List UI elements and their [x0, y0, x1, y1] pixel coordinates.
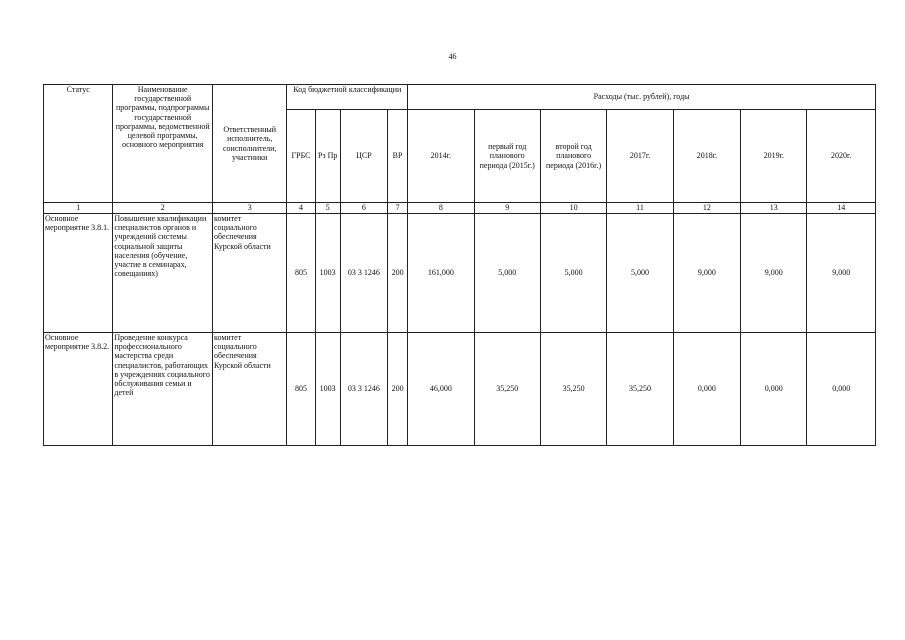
cell-vr: 200: [388, 214, 408, 333]
cell-2019: 9,000: [741, 214, 807, 333]
page-number: 46: [448, 52, 457, 61]
cell-rzpr: 1003: [315, 333, 340, 446]
cell-2015: 5,000: [474, 214, 540, 333]
cell-2017: 5,000: [607, 214, 673, 333]
cell-name: Повышение квалификации специалистов органов и учреждений системы социальной защиты населения (обучение, участие в семинарах, совещаниях): [113, 214, 213, 333]
table-row: [44, 333, 876, 446]
cell-vr: 200: [388, 333, 408, 446]
column-number: 7: [388, 203, 408, 214]
cell-status: Основное мероприятие 3.8.1.: [44, 214, 113, 333]
cell-grbs: 805: [287, 214, 315, 333]
header-2015: первый год планового периода (2015г.): [474, 110, 540, 203]
cell-2017: 35,250: [607, 333, 673, 446]
cell-2016: 35,250: [540, 333, 606, 446]
cell-executor: комитет социального обеспечения Курской области: [212, 214, 286, 333]
header-grbs: ГРБС: [287, 110, 315, 203]
header-2017: 2017г.: [607, 110, 673, 203]
header-csr: ЦСР: [340, 110, 387, 203]
cell-2016: 5,000: [540, 214, 606, 333]
column-number: 4: [287, 203, 315, 214]
column-number: 13: [741, 203, 807, 214]
column-number: 3: [212, 203, 286, 214]
cell-2014: 46,000: [408, 333, 474, 446]
header-2016: второй год планового периода (2016г.): [540, 110, 606, 203]
header-rzpr: Рз Пр: [315, 110, 340, 203]
header-expenses: Расходы (тыс. рублей), годы: [408, 85, 876, 110]
budget-table: [43, 84, 876, 446]
header-row-top: [44, 85, 876, 110]
cell-grbs: 805: [287, 333, 315, 446]
cell-2018: 9,000: [673, 214, 740, 333]
cell-csr: 03 3 1246: [340, 333, 387, 446]
cell-2020: 0,000: [807, 333, 876, 446]
cell-2015: 35,250: [474, 333, 540, 446]
column-number: 2: [113, 203, 213, 214]
cell-2020: 9,000: [807, 214, 876, 333]
table-row: [44, 214, 876, 333]
header-vr: ВР: [388, 110, 408, 203]
column-number: 10: [540, 203, 606, 214]
header-2019: 2019г.: [741, 110, 807, 203]
header-2020: 2020г.: [807, 110, 876, 203]
column-number: 6: [340, 203, 387, 214]
cell-csr: 03 3 1246: [340, 214, 387, 333]
header-status: Статус: [44, 85, 113, 203]
cell-rzpr: 1003: [315, 214, 340, 333]
cell-2018: 0,000: [673, 333, 740, 446]
cell-status: Основное мероприятие 3.8.2.: [44, 333, 113, 446]
header-budget-code: Код бюджетной классификации: [287, 85, 408, 110]
column-number: 1: [44, 203, 113, 214]
header-name: Наименование государственной программы, подпрограммы государственной программы, ведомственной целевой программы, основного мероприятия: [113, 85, 213, 203]
cell-name: Проведение конкурса профессионального мастерства среди специалистов, работающих в учреждениях социального обслуживания семьи и детей: [113, 333, 213, 446]
column-number: 5: [315, 203, 340, 214]
column-number: 12: [673, 203, 740, 214]
column-number-row: [44, 203, 876, 214]
column-number: 9: [474, 203, 540, 214]
header-2018: 2018г.: [673, 110, 740, 203]
column-number: 8: [408, 203, 474, 214]
column-number: 14: [807, 203, 876, 214]
cell-2019: 0,000: [741, 333, 807, 446]
header-2014: 2014г.: [408, 110, 474, 203]
cell-2014: 161,000: [408, 214, 474, 333]
cell-executor: комитет социального обеспечения Курской области: [212, 333, 286, 446]
column-number: 11: [607, 203, 673, 214]
header-executor: Ответственный исполнитель, соисполнители, участники: [212, 85, 286, 203]
